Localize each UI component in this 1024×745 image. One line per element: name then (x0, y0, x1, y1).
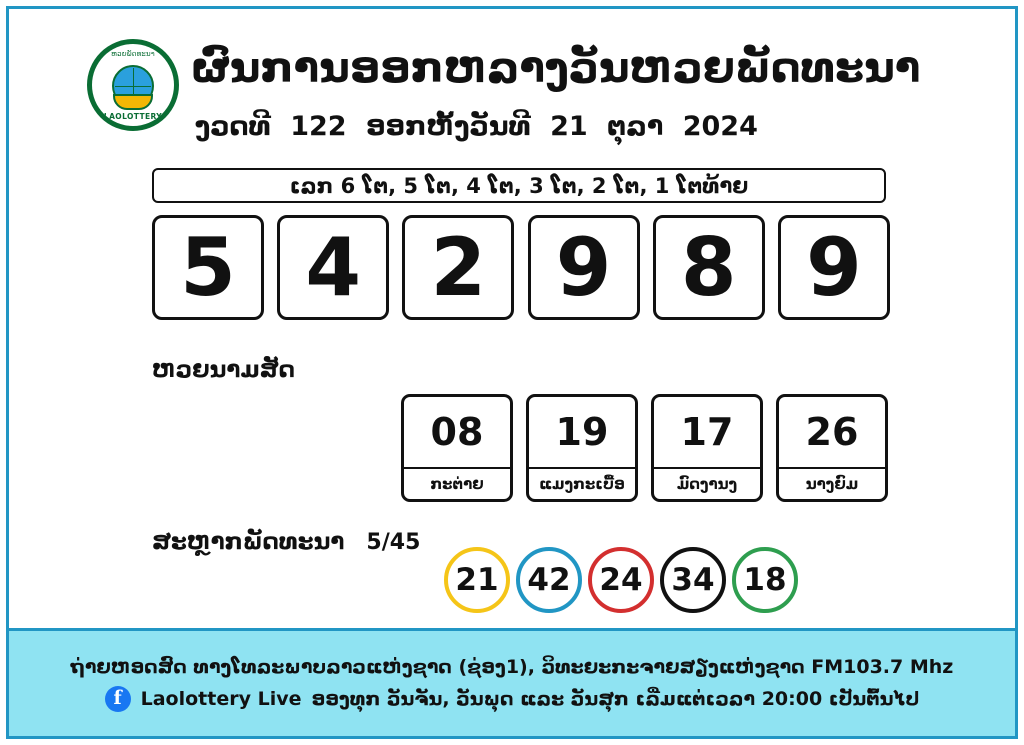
lotto-ratio: 5/45 (366, 530, 421, 555)
animal-result-item (401, 394, 513, 502)
draw-number: 122 (290, 111, 347, 142)
header (9, 9, 1015, 157)
lotto-ball-value: 18 (743, 562, 787, 598)
lotto-ball (732, 547, 798, 613)
winning-digit: 2 (402, 215, 514, 320)
lotto-ball (660, 547, 726, 613)
poster-frame (6, 6, 1018, 739)
draw-label: ງວດທີ (195, 111, 271, 142)
lotto-section-label (152, 529, 420, 555)
animal-result-item (526, 394, 638, 502)
date-day: 21 (550, 111, 588, 142)
lotto-ball-value: 42 (527, 562, 571, 598)
animal-result-item (776, 394, 888, 502)
social-info (105, 686, 920, 712)
date-label: ອອກຫັ້ງວັນທີ (365, 111, 531, 142)
animal-name: ແມງກະເບື້ອ (539, 475, 625, 493)
prize-category-label: ເລກ 6 ໂຕ, 5 ໂຕ, 4 ໂຕ, 3 ໂຕ, 2 ໂຕ, 1 ໂຕທ້າຍ (152, 168, 886, 203)
winning-digit: 9 (778, 215, 890, 320)
schedule-text: ອອງທຸກ ວັນຈັນ, ວັນພຸດ ແລະ ວັນສຸກ ເລີ່ມແຕ່ເວລາ 20:00 ເປັນຕົ້ນໄປ (311, 687, 920, 710)
date-month: ຕຸລາ (607, 111, 664, 142)
lotto-ball (516, 547, 582, 613)
footer (9, 628, 1015, 736)
lottery-basket-icon (113, 94, 153, 110)
laolottery-logo (87, 39, 179, 131)
animal-result-item (651, 394, 763, 502)
lotto-label-text: ສະຫຼາກພັດທະນາ (152, 529, 345, 555)
logo-inner (92, 44, 174, 126)
animal-name: ມົດງານງ (676, 475, 738, 493)
animal-lottery-heading: ຫວຍນາມສັດ (152, 357, 295, 383)
facebook-icon[interactable]: f (105, 686, 131, 712)
winning-digit: 4 (277, 215, 389, 320)
facebook-page-name: Laolottery Live (140, 687, 302, 710)
lotto-ball-value: 24 (599, 562, 643, 598)
animal-lottery-row (401, 394, 888, 502)
animal-number: 08 (404, 397, 510, 469)
winning-digit: 8 (653, 215, 765, 320)
animal-number: 26 (779, 397, 885, 469)
animal-name: ນາງຍົມ (805, 475, 859, 493)
draw-info (195, 111, 768, 142)
broadcast-info: ຖ່າຍຫອດສົດ ທາງໂທລະພາບລາວແຫ່ງຊາດ (ຊ່ອງ1), ວິທະຍະກະຈາຍສຽງແຫ່ງຊາດ FM103.7 Mhz (70, 655, 954, 678)
date-year: 2024 (682, 111, 758, 142)
winning-digit: 5 (152, 215, 264, 320)
animal-number: 17 (654, 397, 760, 469)
winning-number-row (152, 215, 890, 320)
lotto-ball (588, 547, 654, 613)
logo-bottom-label: LAOLOTTERY (103, 112, 163, 121)
page-title: ຜົນການອອກຫລາງວັນຫວຍພັດທະນາ (191, 43, 921, 92)
animal-name: ກະຕ່າຍ (430, 475, 484, 493)
lotto-ball (444, 547, 510, 613)
lotto-ball-value: 21 (455, 562, 499, 598)
winning-digit: 9 (528, 215, 640, 320)
lotto-balls-row (444, 547, 798, 613)
animal-number: 19 (529, 397, 635, 469)
logo-top-label: ຫວຍພັດທະນາ (111, 50, 155, 58)
lotto-ball-value: 34 (671, 562, 715, 598)
